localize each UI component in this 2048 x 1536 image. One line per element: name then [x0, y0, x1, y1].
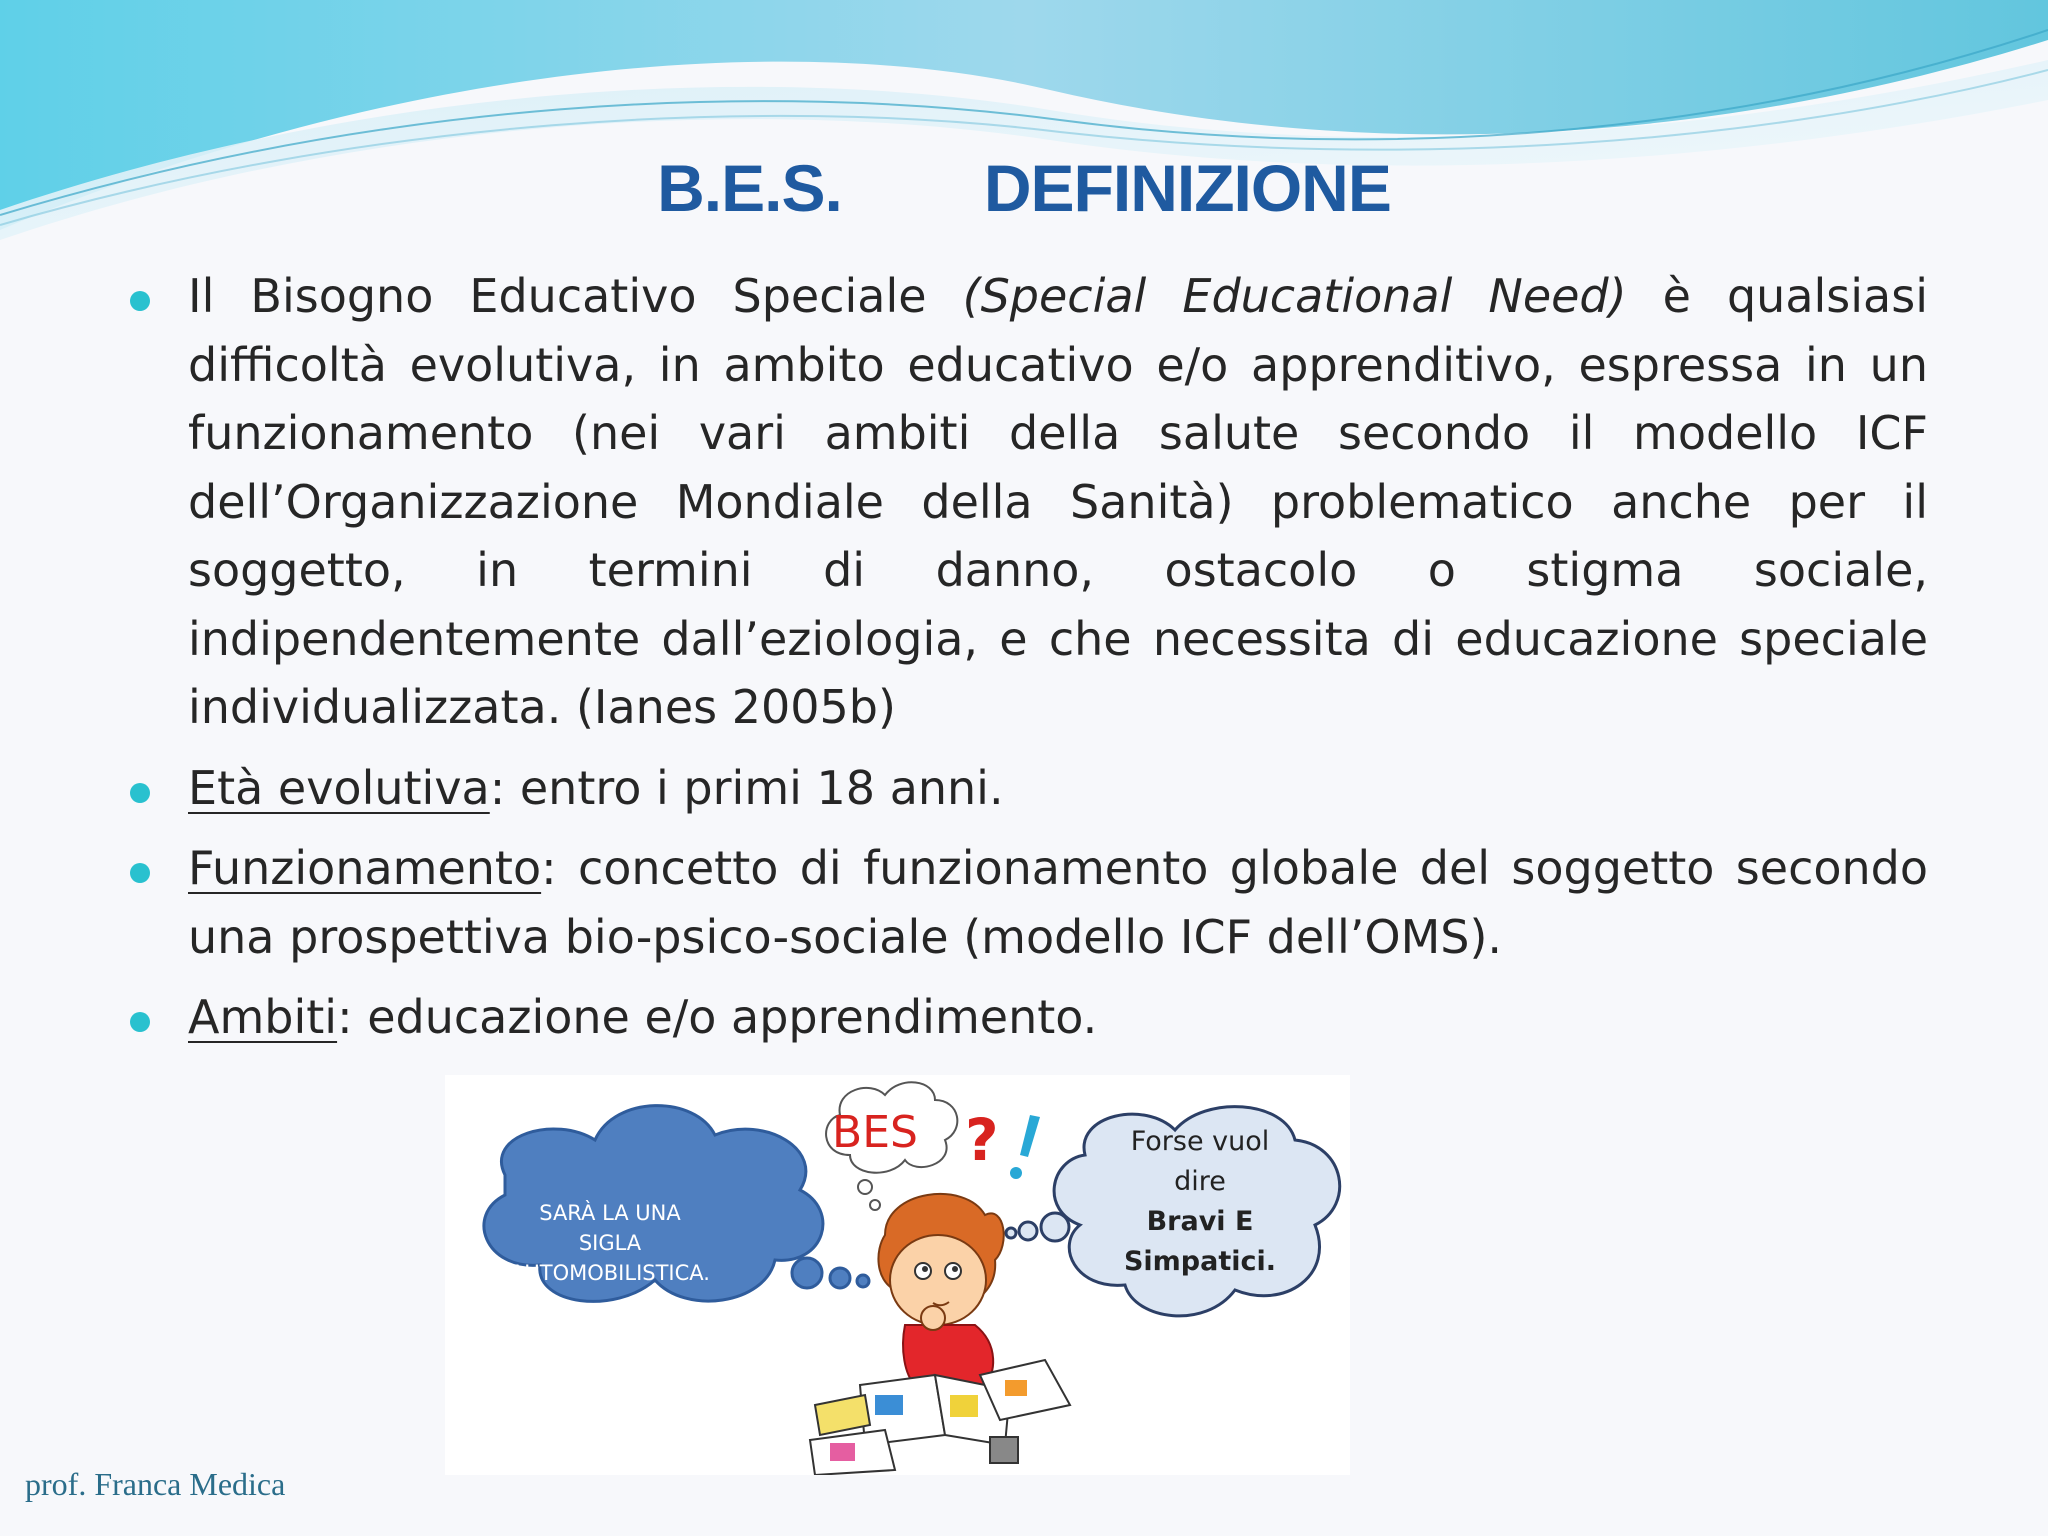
left-cloud-line-3: AUTOMOBILISTICA. — [510, 1261, 710, 1285]
bullet-funzionamento — [130, 834, 1928, 971]
left-cloud-line-2: SIGLA — [578, 1231, 642, 1255]
bullet-dot-icon — [130, 783, 150, 803]
bullet-eta-evolutiva — [130, 754, 1928, 823]
term-funzionamento: Funzionamento — [188, 841, 542, 895]
eta-evolutiva-text: : entro i primi 18 anni. — [489, 760, 1004, 815]
right-cloud-line-4: Simpatici. — [1123, 1246, 1277, 1277]
footer-author: prof. Franca Medica — [25, 1466, 286, 1502]
left-cloud-line-1: SARÀ LA UNA — [539, 1201, 681, 1225]
ambiti-text: : educazione e/o apprendimento. — [337, 990, 1098, 1044]
term-eta-evolutiva: Età evolutiva — [188, 760, 490, 815]
right-cloud-line-1: Forse vuol — [1130, 1126, 1270, 1157]
slide-title: B.E.S. DEFINIZIONE — [657, 151, 1391, 225]
bullet-dot-icon — [130, 1012, 150, 1032]
question-mark-icon: ? — [965, 1106, 999, 1174]
bes-illustration — [445, 1075, 1350, 1475]
bullet-ambiti — [130, 983, 1928, 1052]
definition-italic: (Special Educational Need) — [962, 269, 1627, 323]
funzionamento-text: : concetto di funzionamento globale del soggetto secondo una prospettiva bio-psico-sociale (modello ICF dell’OMS). — [188, 841, 1928, 964]
bullet-definition — [130, 262, 1928, 742]
right-cloud-line-2: dire — [1174, 1166, 1226, 1197]
bullet-list — [130, 262, 1928, 1064]
definition-text: è qualsiasi difficoltà evolutiva, in ambito educativo e/o apprenditivo, espressa in un funzionamento (nei vari ambiti della salute secondo il modello ICF dell’Organizzazione Mondiale della Sanità) problematico anche per il soggetto, in termini di danno, ostacolo o stigma sociale, indipendentemente dall’eziologia, e che necessita di educazione speciale individualizzata. (Ianes 2005b) — [188, 269, 1928, 734]
definition-prefix: Il Bisogno Educativo Speciale — [188, 269, 963, 323]
right-cloud-line-3: Bravi E — [1146, 1206, 1254, 1237]
bullet-dot-icon — [130, 291, 150, 311]
bes-label: BES — [832, 1107, 918, 1158]
bullet-dot-icon — [130, 863, 150, 883]
term-ambiti: Ambiti — [188, 990, 338, 1044]
